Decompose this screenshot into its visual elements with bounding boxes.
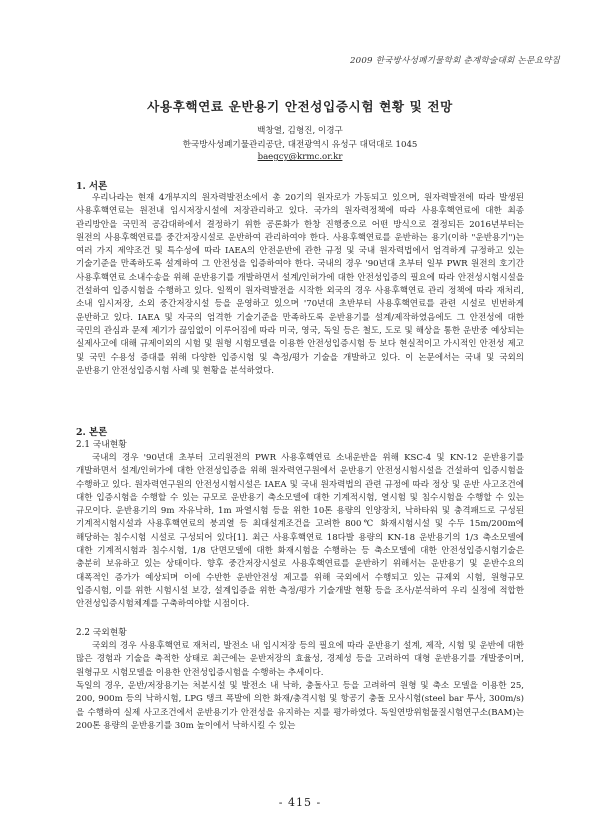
domestic-status-paragraph: 국내의 경우 '90년대 초부터 고리원전의 PWR 사용후핵연료 소내운반을 위해 KSC-4 및 KN-12 운반용기를 개발하면서 설계/인허가에 대한 안전성입증을 위해 원자력연구원에서 운반용기 안전성시험시설을 건설하여 입증시험을 수행하고 있다. 원자력연구원의 안전성시험시설은 IAEA 및 국내 원자력법의 관련 규정에 따라 정상 및 운반 사고조건에 대한 입증시험을 수행할 수 있는 규모로 운반용기 축소모델에 대한 기계적시험, 열시험 및 침수시험을 수행할 수 있는 규모이다. 운반용기의 9m 자유낙하, 1m 파열시험 등을 위한 10톤 용량의 인양장치, 낙하타워 및 충격패드로 구성된 기계적시험시설과 사용후핵연료의 붕괴열 등 최대설계조건을 고려한 800℃ 화재시험시설 및 수두 15m/200m에 해당하는 침수시험 시설로 구성되어 있다[1]. 최근 사용후핵연료 18다발 용량의 KN-18 운반용기의 1/3 축소모델에 대한 기계적시험과 침수시험, 1/8 단면모델에 대한 화재시험을 수행하는 등 축소모델에 대한 안전성입증시험기술은 충분히 보유하고 있는 상태이다. 향후 중간저장시설로 사용후핵연료를 운반하기 위해서는 운반용기 및 운반수요의 대폭적인 증가가 예상되며 이에 수반한 운반안전성 제고를 위해 국외에서 수행되고 있는 규제외 시험, 원형규모 입증시험, 이를 위한 시험시설 보강, 설계입증을 위한 측정/평가 기술개발 현황 등을 조사/분석하여 우리 실정에 적합한 안전성입증시험체계를 구축하여야할 시점이다.	[76, 453, 524, 610]
author-email-link[interactable]: baegcy@krmc.or.kr	[257, 152, 343, 162]
paper-title: 사용후핵연료 운반용기 안전성입증시험 현황 및 전망	[147, 99, 453, 114]
subsection-heading-domestic: 2.1 국내현황	[76, 440, 127, 450]
overseas-status-paragraph-1: 국외의 경우 사용후핵연료 재처리, 발전소 내 임시저장 등의 필요에 따라 운반용기 설계, 제작, 시험 및 운반에 대한 많은 경험과 기술을 축적한 상태로 최근에는 운반저장의 효율성, 경제성 등을 고려하여 대형 운반용기를 개발중이며, 원형규모 시험모델을 이용한 안전성입증시험을 수행하는 추세이다.	[76, 641, 524, 678]
subsection-heading-overseas: 2.2 국외현황	[76, 628, 127, 638]
section-heading-body: 2. 본론	[76, 427, 108, 438]
section-heading-intro: 1. 서론	[76, 181, 108, 192]
overseas-status-paragraph-2: 독일의 경우, 운반/저장용기는 처분시설 및 발전소 내 낙하, 충돌사고 등을 고려하여 원형 및 축소 모델을 이용한 25, 200, 900m 등의 낙하시험, LPG 탱크 폭발에 의한 화재/충격시험 및 항공기 충돌 모사시험(steel bar 투사, 300m/s)을 수행하여 실제 사고조건에서 운반용기가 안전성을 유지하는 지를 평가하였다. 독일연방위험물질시험연구소(BAM)는 200톤 용량의 운반용기를 30m 높이에서 낙하시킬 수 있는	[76, 681, 524, 731]
affiliation: 한국방사성폐기물관리공단, 대전광역시 유성구 대덕대로 1045	[182, 140, 418, 150]
author-list: 백창열, 김형진, 이경구	[257, 126, 343, 136]
page-number: - 415 -	[278, 796, 322, 809]
conference-header: 2009 한국방사성폐기물학회 춘계학술대회 논문요약집	[350, 56, 560, 66]
intro-paragraph: 우리나라는 현재 4개부지의 원자력발전소에서 총 20기의 원자로가 가동되고 있으며, 원자력발전에 따라 발생된 사용후핵연료는 원전내 임시저장시설에 저장관리하고 있다. 국가의 원자력정책에 따라 사용후핵연료에 대한 최종 관리방안을 국민적 공감대하에서 결정하기 위한 공론화가 한창 진행중으로 어떤 방식으로 결정되든 2016년부터는 원전의 사용후핵연료를 중간저장시설로 운반하여 관리하여야 한다. 사용후핵연료를 운반하는 용기(이하 "운반용기")는 여러 가지 제약조건 및 특수성에 따라 IAEA의 안전운반에 관한 규정 및 국내 원자력법에서 엄격하게 규정하고 있는 기술기준을 만족하도록 설계하여 그 안전성을 입증하여야 한다. 국내의 경우 '90년대 초부터 일부 PWR 원전의 호기간 사용후핵연료 소내수송을 위해 운반용기를 개발하면서 설계/인허가에 대한 안전성입증의 필요에 따라 안전성시험시설을 건설하여 입증시험을 수행하고 있다. 일찍이 원자력발전을 시작한 외국의 경우 사용후핵연료 관리 정책에 따라 재처리, 소내 임시저장, 소외 중간저장시설 등을 운영하고 있으며 '70년대 초반부터 사용후핵연료를 관련 시설로 빈번하게 운반하고 있다. IAEA 및 자국의 엄격한 기술기준을 만족하도록 운반용기를 설계/제작하였음에도 그 안전성에 대한 국민의 관심과 문제 제기가 끊임없이 이루어짐에 따라 미국, 영국, 독일 등은 철도, 도로 및 해상을 통한 운반중 예상되는 실제사고에 대해 규제이외의 시험 및 원형 시험모델을 이용한 안전성입증시험 등 보다 현실적이고 가시적인 안전성 제고 및 국민 수용성 증대를 위해 다양한 입증시험 및 측정/평가 기술을 개발하고 있다. 이 논문에서는 국내 및 국외의 운반용기 안전성입증시험 사례 및 현황을 분석하였다.	[76, 193, 524, 376]
